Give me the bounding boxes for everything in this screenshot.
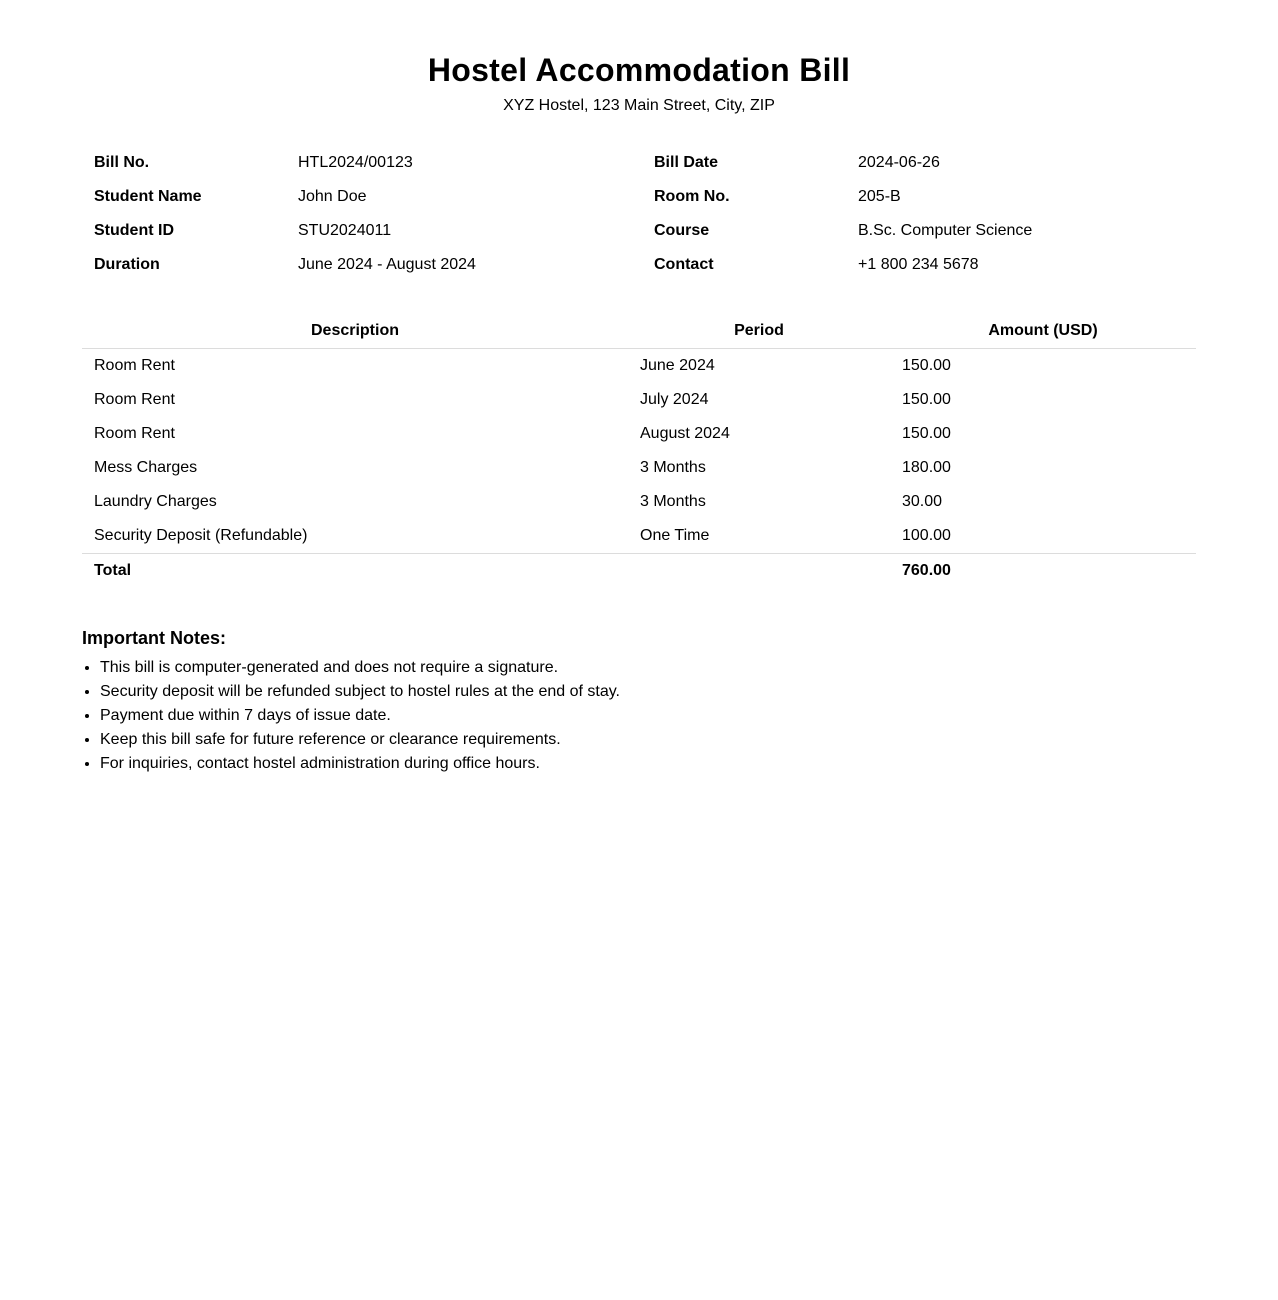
page-title: Hostel Accommodation Bill [427,52,851,88]
charge-description: Room Rent [94,425,175,442]
charge-period: One Time [640,527,710,544]
course-label: Course [654,222,710,239]
bill-no-label: Bill No. [94,154,150,171]
bill-info-table [82,146,1196,282]
info-row [82,214,1196,248]
total-label: Total [82,554,628,589]
description-header: Description [82,314,628,349]
course-value: B.Sc. Computer Science [858,222,1033,239]
period-header: Period [628,314,890,349]
notes-list [82,656,620,776]
duration-value: June 2024 - August 2024 [298,256,476,273]
info-row [82,146,1196,180]
contact-label: Contact [654,256,714,273]
charge-amount: 150.00 [902,357,951,374]
table-row [82,349,1196,384]
student-name-value: John Doe [298,188,367,205]
charge-description: Room Rent [94,391,175,408]
info-row [82,180,1196,214]
charge-description: Security Deposit (Refundable) [94,527,308,544]
list-item: • Keep this bill safe for future reference or clearance requirements. [100,728,620,752]
table-row [82,451,1196,485]
hostel-address: XYZ Hostel, 123 Main Street, City, ZIP [503,97,775,114]
list-item: • Payment due within 7 days of issue date. [100,704,620,728]
table-row [82,519,1196,554]
charge-period: July 2024 [640,391,709,408]
charges-header-row [82,314,1196,349]
charge-amount: 150.00 [902,425,951,442]
room-no-label: Room No. [654,188,730,205]
student-name-label: Student Name [94,188,202,205]
total-amount: 760.00 [890,554,1196,589]
info-row [82,248,1196,282]
charge-amount: 150.00 [902,391,951,408]
duration-label: Duration [94,256,160,273]
student-id-label: Student ID [94,222,174,239]
total-period-empty [628,554,890,589]
table-row [82,383,1196,417]
bill-date-label: Bill Date [654,154,719,171]
notes-title: Important Notes: [82,628,226,648]
table-row [82,417,1196,451]
charge-description: Laundry Charges [94,493,217,510]
charge-period: June 2024 [640,357,715,374]
student-id-value: STU2024011 [298,222,392,239]
charge-period: 3 Months [640,493,706,510]
amount-header: Amount (USD) [890,314,1196,349]
charges-table [82,314,1196,588]
total-row [82,554,1196,589]
contact-value: +1 800 234 5678 [858,256,979,273]
charge-period: August 2024 [640,425,730,442]
list-item: • For inquiries, contact hostel administration during office hours. [100,752,620,776]
charge-description: Room Rent [94,357,175,374]
charge-description: Mess Charges [94,459,198,476]
charge-amount: 180.00 [902,459,951,476]
list-item: • Security deposit will be refunded subject to hostel rules at the end of stay. [100,680,620,704]
bill-date-value: 2024-06-26 [858,154,940,171]
list-item: • This bill is computer-generated and does not require a signature. [100,656,620,680]
room-no-value: 205-B [858,188,901,205]
table-row [82,485,1196,519]
charge-period: 3 Months [640,459,706,476]
bill-no-value: HTL2024/00123 [298,154,413,171]
charge-amount: 30.00 [902,493,943,510]
charge-amount: 100.00 [902,527,951,544]
